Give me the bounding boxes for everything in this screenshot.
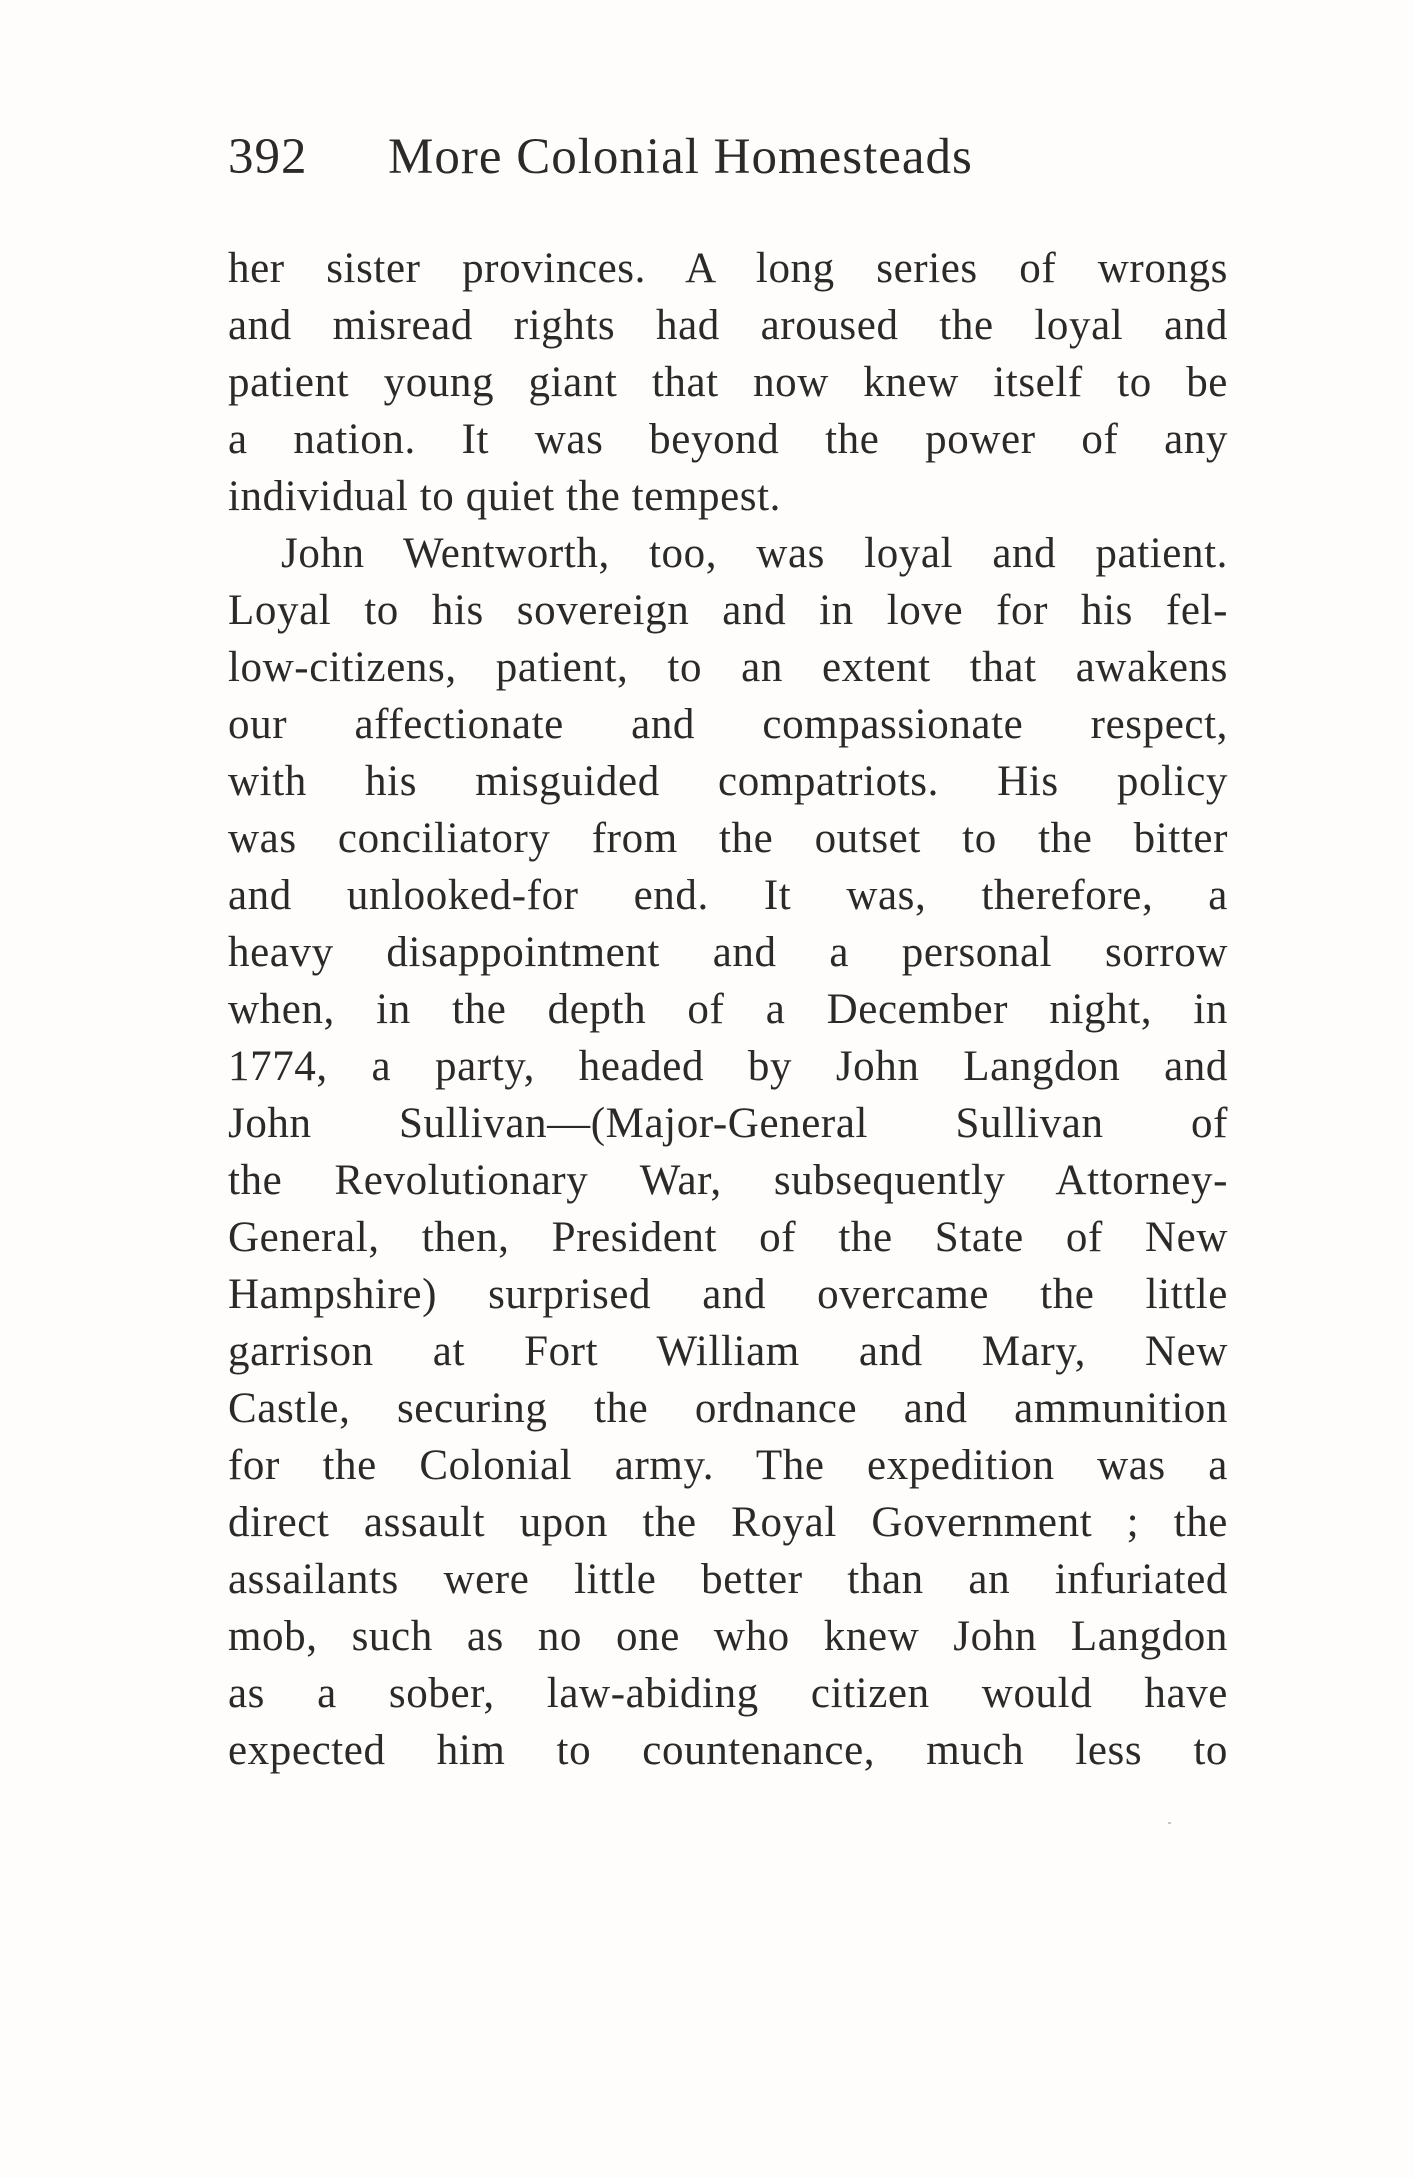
text-line: heavy disappointment and a personal sorrow (228, 929, 1228, 976)
text-line: 1774, a party, headed by John Langdon and (228, 1043, 1228, 1090)
text-line: when, in the depth of a December night, in (228, 986, 1228, 1033)
text-line: our affectionate and compassionate respect, (228, 701, 1228, 748)
text-line: General, then, President of the State of New (228, 1214, 1228, 1261)
text-line: assailants were little better than an infuriated (228, 1556, 1228, 1603)
text-line: as a sober, law-abiding citizen would have (228, 1670, 1228, 1717)
body-text (228, 240, 1228, 1779)
paper-speck (1168, 1822, 1171, 1824)
text-line: patient young giant that now knew itself to be (228, 359, 1228, 406)
text-line: low-citizens, patient, to an extent that awakens (228, 644, 1228, 691)
text-line: direct assault upon the Royal Government ; the (228, 1499, 1228, 1546)
paragraph-start-line: John Wentworth, too, was loyal and patient. (281, 530, 1228, 577)
running-head (228, 128, 1228, 198)
text-line: and unlooked-for end. It was, therefore, a (228, 872, 1228, 919)
text-line: Hampshire) surprised and overcame the little (228, 1271, 1228, 1318)
text-line: and misread rights had aroused the loyal and (228, 302, 1228, 349)
text-line: for the Colonial army. The expedition was a (228, 1442, 1228, 1489)
running-title: More Colonial Homesteads (388, 129, 973, 185)
text-line: John Sullivan—(Major-General Sullivan of (228, 1100, 1228, 1147)
text-line: her sister provinces. A long series of wrongs (228, 245, 1228, 292)
text-line: Loyal to his sovereign and in love for his fel- (228, 587, 1228, 634)
paragraph-end-line: individual to quiet the tempest. (228, 473, 782, 520)
text-line: mob, such as no one who knew John Langdon (228, 1613, 1228, 1660)
text-line: garrison at Fort William and Mary, New (228, 1328, 1228, 1375)
text-line: Castle, securing the ordnance and ammunition (228, 1385, 1228, 1432)
text-line: was conciliatory from the outset to the bitter (228, 815, 1228, 862)
text-line: a nation. It was beyond the power of any (228, 416, 1228, 463)
text-line: with his misguided compatriots. His policy (228, 758, 1228, 805)
text-line: the Revolutionary War, subsequently Attorney- (228, 1157, 1228, 1204)
text-line: expected him to countenance, much less to (228, 1727, 1228, 1774)
page-number: 392 (228, 129, 308, 185)
